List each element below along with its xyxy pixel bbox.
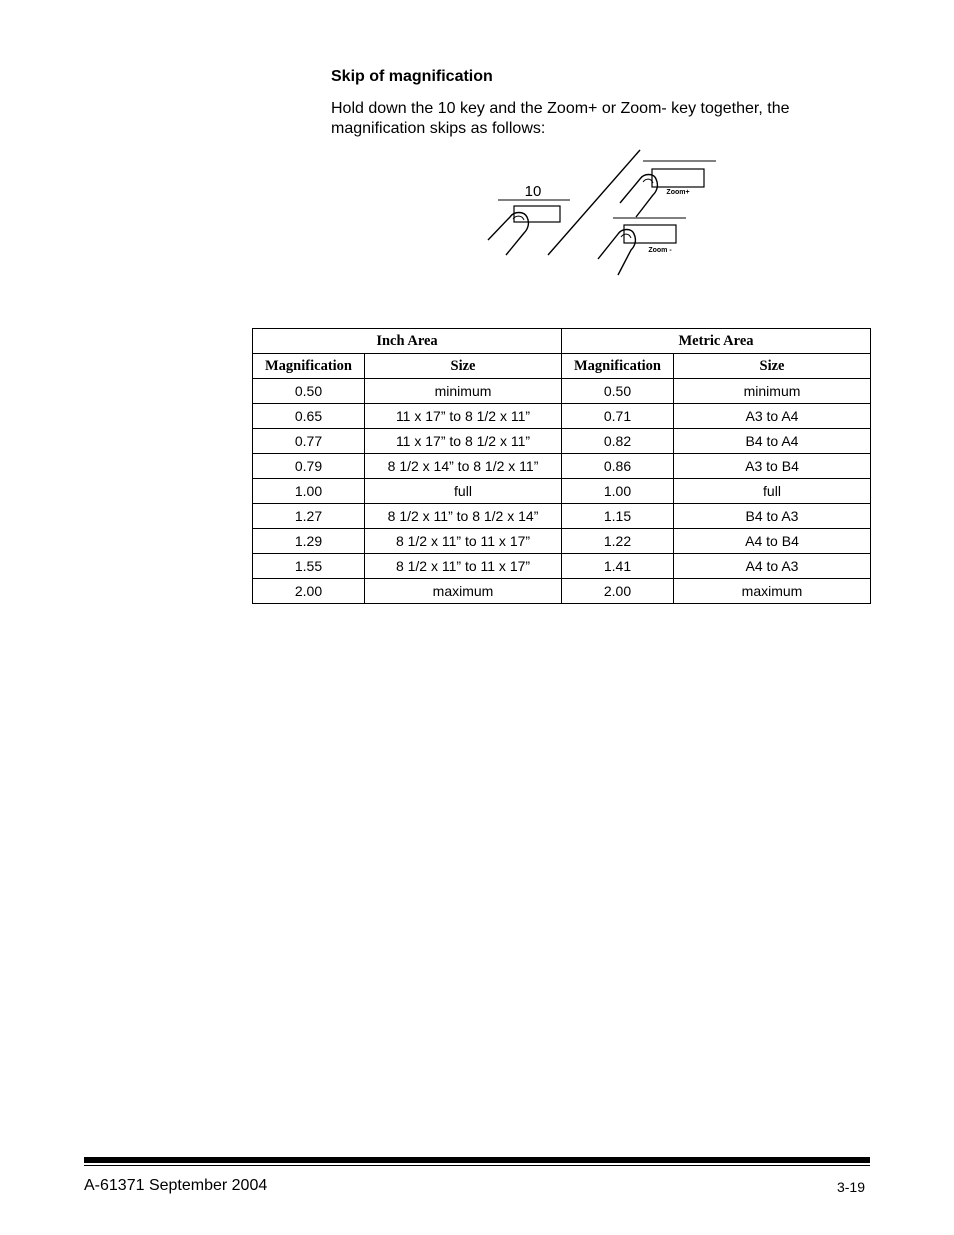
size-cell: 8 1/2 x 11” to 11 x 17” <box>365 554 562 579</box>
magnification-cell: 1.41 <box>562 554 674 579</box>
magnification-cell: 2.00 <box>562 579 674 604</box>
table-column-header-row <box>253 354 871 379</box>
zoom-plus-key-icon <box>652 169 704 187</box>
magnification-table <box>252 328 871 604</box>
magnification-cell: 1.55 <box>253 554 365 579</box>
column-header: Size <box>674 354 871 379</box>
table-row <box>253 454 871 479</box>
section-heading: Skip of magnification <box>331 68 493 85</box>
ten-key-icon <box>514 206 560 222</box>
column-header: Size <box>365 354 562 379</box>
magnification-cell: 0.82 <box>562 429 674 454</box>
table-body <box>253 379 871 604</box>
footer-rule <box>84 1157 870 1163</box>
table-row <box>253 504 871 529</box>
magnification-cell: 0.77 <box>253 429 365 454</box>
column-header: Magnification <box>253 354 365 379</box>
table-row <box>253 554 871 579</box>
key-press-illustration <box>480 145 720 280</box>
footer-rule-thin <box>84 1165 870 1166</box>
size-cell: minimum <box>365 379 562 404</box>
size-cell: maximum <box>674 579 871 604</box>
table-row <box>253 379 871 404</box>
magnification-cell: 1.27 <box>253 504 365 529</box>
magnification-cell: 0.71 <box>562 404 674 429</box>
page-number: 3-19 <box>836 1179 865 1195</box>
size-cell: 8 1/2 x 11” to 8 1/2 x 14” <box>365 504 562 529</box>
size-cell: 8 1/2 x 11” to 11 x 17” <box>365 529 562 554</box>
size-cell: B4 to A4 <box>674 429 871 454</box>
footer-doc-info: A-61371 September 2004 <box>84 1177 268 1194</box>
table-group-header-row <box>253 329 871 354</box>
size-cell: full <box>674 479 871 504</box>
magnification-cell: 1.00 <box>562 479 674 504</box>
zoom-minus-label: Zoom - <box>648 247 672 254</box>
size-cell: maximum <box>365 579 562 604</box>
size-cell: B4 to A3 <box>674 504 871 529</box>
size-cell: A4 to A3 <box>674 554 871 579</box>
inch-area-header: Inch Area <box>253 329 562 354</box>
magnification-cell: 1.00 <box>253 479 365 504</box>
table-row <box>253 579 871 604</box>
magnification-cell: 0.50 <box>562 379 674 404</box>
magnification-cell: 1.22 <box>562 529 674 554</box>
size-cell: A3 to A4 <box>674 404 871 429</box>
table-row <box>253 529 871 554</box>
table-row <box>253 429 871 454</box>
intro-paragraph: Hold down the 10 key and the Zoom+ or Zoom- key together, the magnification skips as follows: <box>331 100 790 137</box>
magnification-cell: 0.50 <box>253 379 365 404</box>
magnification-cell: 1.29 <box>253 529 365 554</box>
magnification-cell: 1.15 <box>562 504 674 529</box>
zoom-minus-key-icon <box>624 225 676 243</box>
magnification-cell: 0.79 <box>253 454 365 479</box>
size-cell: 11 x 17” to 8 1/2 x 11” <box>365 429 562 454</box>
metric-area-header: Metric Area <box>562 329 871 354</box>
size-cell: minimum <box>674 379 871 404</box>
magnification-cell: 0.65 <box>253 404 365 429</box>
magnification-cell: 0.86 <box>562 454 674 479</box>
table-row <box>253 479 871 504</box>
size-cell: 11 x 17” to 8 1/2 x 11” <box>365 404 562 429</box>
size-cell: A4 to B4 <box>674 529 871 554</box>
magnification-cell: 2.00 <box>253 579 365 604</box>
column-header: Magnification <box>562 354 674 379</box>
size-cell: 8 1/2 x 14” to 8 1/2 x 11” <box>365 454 562 479</box>
ten-key-label: 10 <box>524 183 542 200</box>
zoom-plus-label: Zoom+ <box>666 189 690 196</box>
table-row <box>253 404 871 429</box>
size-cell: A3 to B4 <box>674 454 871 479</box>
size-cell: full <box>365 479 562 504</box>
